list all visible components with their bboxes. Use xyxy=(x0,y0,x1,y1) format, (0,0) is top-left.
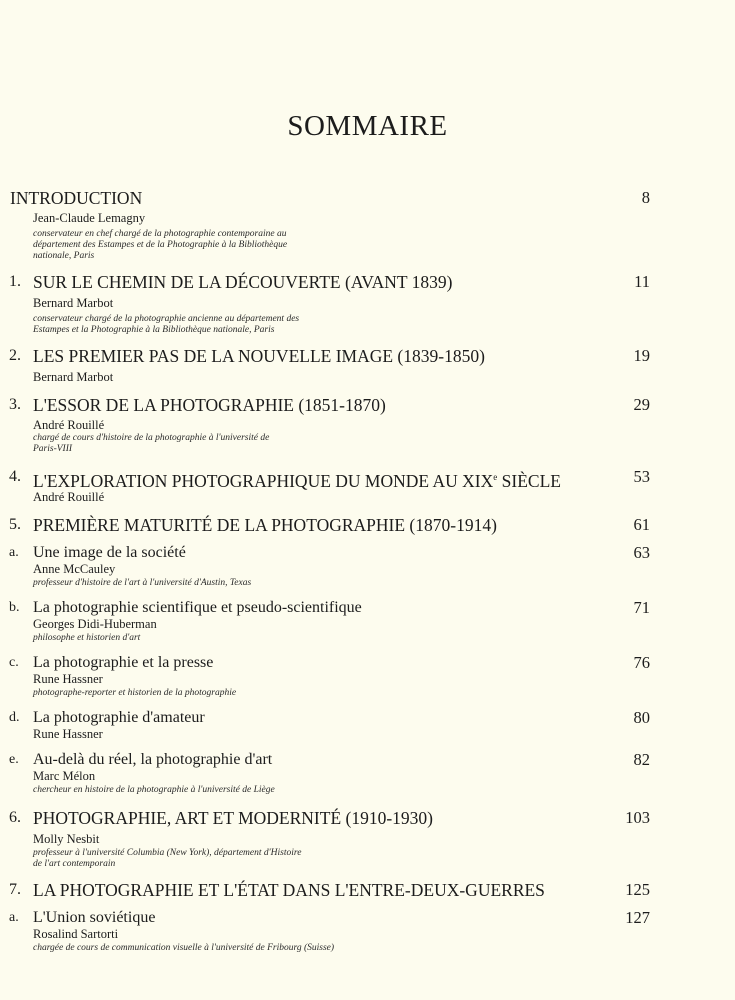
author-description-line: philosophe et historien d'art xyxy=(33,633,141,643)
page-number: 63 xyxy=(633,543,650,562)
author-description-line: conservateur chargé de la photographie ancienne au département des xyxy=(33,314,300,324)
page-number: 103 xyxy=(625,808,650,827)
page-title: SOMMAIRE xyxy=(287,110,448,142)
author-description-line: chargé de cours d'histoire de la photographie à l'université de xyxy=(33,433,270,443)
author-description-line: photographe-reporter et historien de la photographie xyxy=(33,688,237,698)
entry-heading: Au-delà du réel, la photographie d'art xyxy=(33,751,273,768)
page-number: 61 xyxy=(633,515,650,534)
author-description-line: chargée de cours de communication visuelle à l'université de Fribourg (Suisse) xyxy=(33,943,335,953)
entry-heading: LA PHOTOGRAPHIE ET L'ÉTAT DANS L'ENTRE-DEUX-GUERRES xyxy=(33,880,545,900)
entry-heading: La photographie scientifique et pseudo-scientifique xyxy=(33,599,362,616)
author-name: Jean-Claude Lemagny xyxy=(33,211,146,225)
author-name: Anne McCauley xyxy=(33,562,116,576)
page-number: 76 xyxy=(633,653,650,672)
entry-heading: LES PREMIER PAS DE LA NOUVELLE IMAGE (1839-1850) xyxy=(33,346,485,366)
page-number: 80 xyxy=(633,708,650,727)
entry-number: 3. xyxy=(9,396,21,413)
entry-heading: La photographie d'amateur xyxy=(33,709,205,726)
author-name: Georges Didi-Huberman xyxy=(33,617,157,631)
entry-heading: L'ESSOR DE LA PHOTOGRAPHIE (1851-1870) xyxy=(33,395,386,415)
entry-number: 5. xyxy=(9,516,21,533)
author-name: Rune Hassner xyxy=(33,727,103,741)
entry-number: 4. xyxy=(9,468,21,485)
page-number: 11 xyxy=(634,272,650,291)
entry-heading: La photographie et la presse xyxy=(33,654,214,671)
author-description-line: professeur à l'université Columbia (New York), département d'Histoire xyxy=(33,848,302,858)
author-name: Bernard Marbot xyxy=(33,296,114,310)
author-name: André Rouillé xyxy=(33,490,105,504)
author-description-line: professeur d'histoire de l'art à l'université d'Austin, Texas xyxy=(33,578,252,588)
entry-number: e. xyxy=(9,752,19,767)
author-name: Rosalind Sartorti xyxy=(33,927,119,941)
entry-number: c. xyxy=(9,655,19,670)
page-number: 127 xyxy=(625,908,650,927)
author-description-line: chercheur en histoire de la photographie à l'université de Liège xyxy=(33,785,275,795)
entry-number: a. xyxy=(9,910,19,925)
entry-heading: L'Union soviétique xyxy=(33,909,156,926)
author-name: Rune Hassner xyxy=(33,672,103,686)
entry-heading: INTRODUCTION xyxy=(10,188,143,208)
entry-number: d. xyxy=(9,710,20,725)
author-description-line: Estampes et la Photographie à la Bibliothèque nationale, Paris xyxy=(33,325,275,335)
author-name: Molly Nesbit xyxy=(33,832,100,846)
entry-number: 6. xyxy=(9,809,21,826)
page-number: 19 xyxy=(633,346,650,365)
entry-heading: PHOTOGRAPHIE, ART ET MODERNITÉ (1910-1930) xyxy=(33,808,433,828)
page-number: 71 xyxy=(633,598,650,617)
entry-heading: Une image de la société xyxy=(33,544,186,561)
page-number: 53 xyxy=(633,467,650,486)
page-number: 82 xyxy=(633,750,650,769)
author-description-line: département des Estampes et de la Photographie à la Bibliothèque xyxy=(33,240,288,250)
entry-number: 2. xyxy=(9,347,21,364)
author-description-line: nationale, Paris xyxy=(33,251,95,261)
entry-number: 1. xyxy=(9,273,21,290)
page-number: 125 xyxy=(625,880,650,899)
entry-number: a. xyxy=(9,545,19,560)
author-name: Marc Mélon xyxy=(33,769,96,783)
entry-number: b. xyxy=(9,600,20,615)
author-description-line: conservateur en chef chargé de la photographie contemporaine au xyxy=(33,229,287,239)
author-name: André Rouillé xyxy=(33,418,105,432)
author-description-line: Paris-VIII xyxy=(33,444,73,454)
entry-heading: SUR LE CHEMIN DE LA DÉCOUVERTE (AVANT 1839) xyxy=(33,272,453,292)
entry-number: 7. xyxy=(9,881,21,898)
author-description-line: de l'art contemporain xyxy=(33,859,116,869)
entry-heading: L'EXPLORATION PHOTOGRAPHIQUE DU MONDE AU XIXe SIÈCLE xyxy=(33,471,561,491)
author-name: Bernard Marbot xyxy=(33,370,114,384)
page-number: 8 xyxy=(641,188,650,207)
entry-heading: PREMIÈRE MATURITÉ DE LA PHOTOGRAPHIE (1870-1914) xyxy=(33,515,497,535)
page-number: 29 xyxy=(633,395,650,414)
